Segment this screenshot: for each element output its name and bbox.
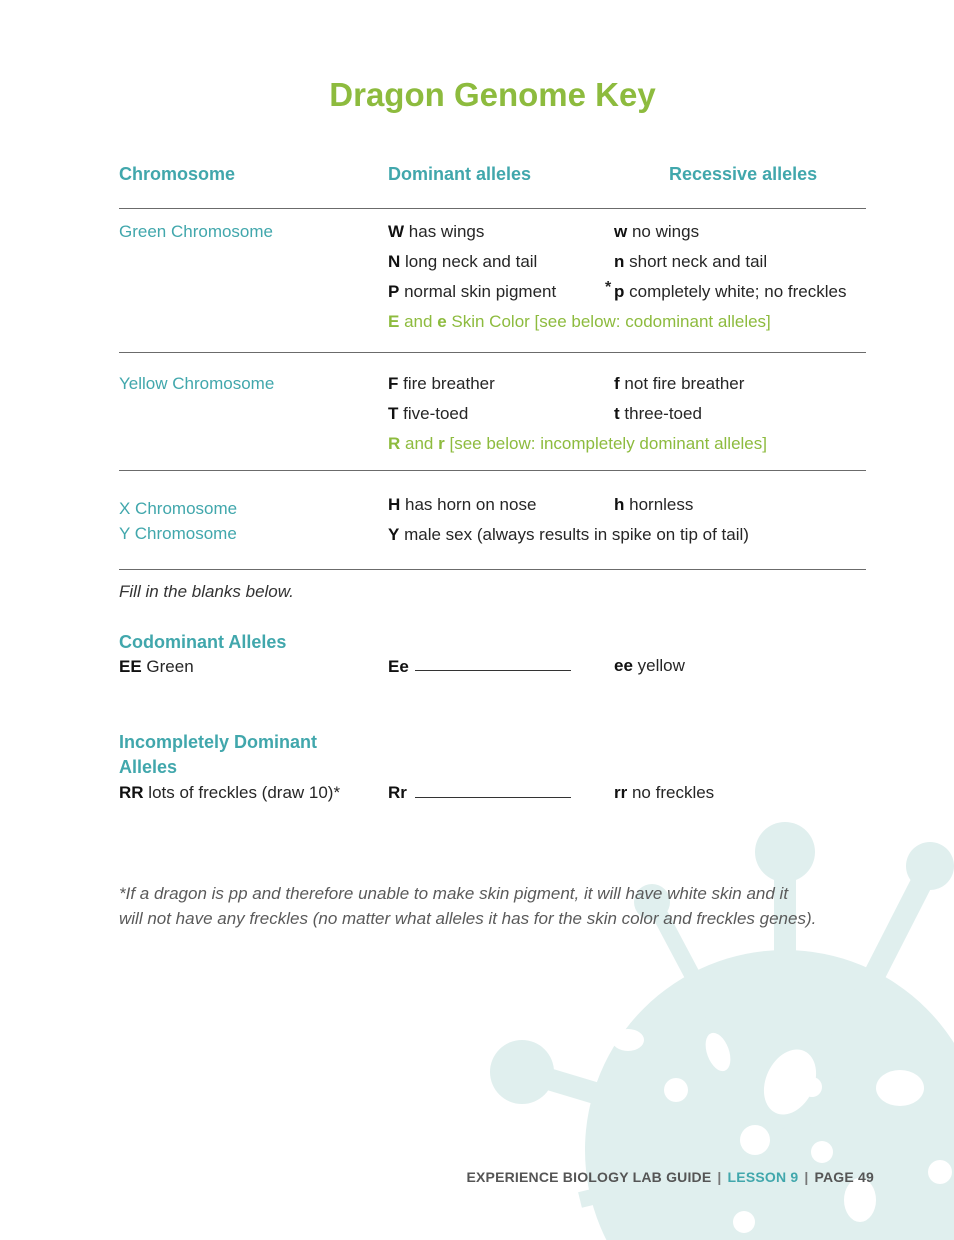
- allele-recessive: f not fire breather: [614, 374, 745, 393]
- column-header-recessive: Recessive alleles: [669, 164, 818, 184]
- allele-dominant: T five-toed: [388, 404, 469, 423]
- blank-line-ee[interactable]: [415, 670, 571, 671]
- yellow-chromosome-label: Yellow Chromosome: [119, 374, 275, 393]
- skin-color-note: E and e Skin Color [see below: codominant alleles]: [388, 312, 771, 331]
- y-chromosome-label: Y Chromosome: [119, 524, 237, 543]
- divider: [119, 470, 866, 471]
- allele-recessive: * p completely white; no freckles: [605, 279, 847, 301]
- allele-recessive: w no wings: [614, 222, 700, 241]
- allele-dominant: W has wings: [388, 222, 485, 241]
- divider: [119, 569, 866, 570]
- allele-dominant: P normal skin pigment: [388, 282, 557, 301]
- asterisk: *: [605, 279, 612, 296]
- footnote-line2: will not have any freckles (no matter what alleles it has for the skin color and freckles genes).: [119, 909, 817, 928]
- divider: [119, 208, 866, 209]
- incomplete-rr-freckles: RR lots of freckles (draw 10)*: [119, 783, 341, 802]
- lesson-number: LESSON 9: [727, 1169, 799, 1185]
- freckles-note: R and r [see below: incompletely dominant alleles]: [388, 434, 767, 453]
- page-number: PAGE 49: [814, 1169, 874, 1185]
- guide-name: EXPERIENCE BIOLOGY LAB GUIDE: [466, 1169, 712, 1185]
- footnote-line1: *If a dragon is pp and therefore unable to make skin pigment, it will have white skin and it: [119, 884, 789, 903]
- codominant-ee-green: EE Green: [119, 657, 194, 676]
- allele-dominant: N long neck and tail: [388, 252, 538, 271]
- incomplete-title-line2: Alleles: [119, 757, 178, 777]
- allele-dominant: Y male sex (always results in spike on tip of tail): [388, 525, 749, 544]
- green-chromosome-label: Green Chromosome: [119, 222, 274, 241]
- incomplete-rr-none: rr no freckles: [614, 783, 715, 802]
- divider: [119, 352, 866, 353]
- allele-dominant: F fire breather: [388, 374, 495, 393]
- allele-recessive: t three-toed: [614, 404, 702, 423]
- incomplete-rr-hetero: Rr: [388, 783, 407, 802]
- separator: |: [804, 1169, 809, 1185]
- page-footer: [466, 1169, 874, 1185]
- allele-recessive: h hornless: [614, 495, 694, 514]
- blank-line-rr[interactable]: [415, 797, 571, 798]
- incomplete-title-line1: Incompletely Dominant: [119, 732, 318, 752]
- fill-instruction: Fill in the blanks below.: [119, 582, 294, 601]
- column-header-dominant: Dominant alleles: [388, 164, 532, 184]
- codominant-title: Codominant Alleles: [119, 632, 287, 652]
- allele-dominant: H has horn on nose: [388, 495, 537, 514]
- x-chromosome-label: X Chromosome: [119, 499, 238, 518]
- separator: |: [717, 1169, 722, 1185]
- page-title: Dragon Genome Key: [329, 76, 656, 113]
- column-header-chromosome: Chromosome: [119, 164, 236, 184]
- allele-recessive: n short neck and tail: [614, 252, 768, 271]
- codominant-ee-yellow: ee yellow: [614, 656, 685, 675]
- codominant-ee-hetero: Ee: [388, 657, 409, 676]
